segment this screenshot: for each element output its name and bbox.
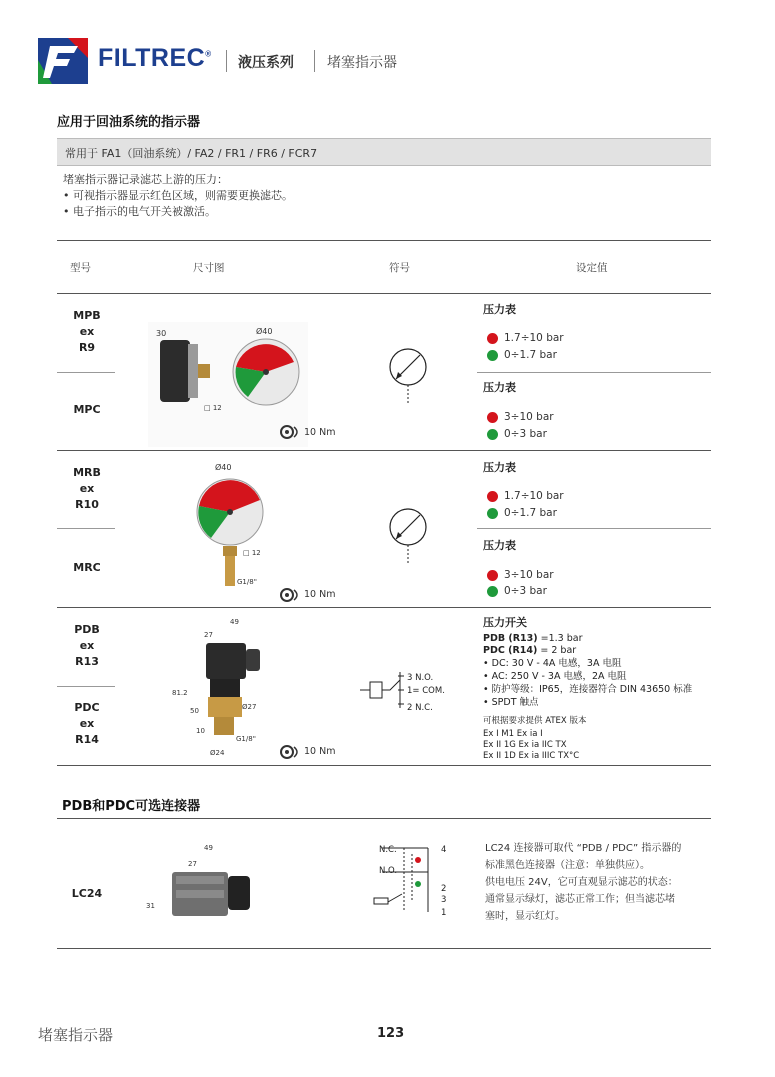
model-mrc: MRC — [73, 561, 101, 574]
model-mpc: MPC — [73, 403, 101, 416]
spec-line: • 防护等级：IP65，连接器符合 DIN 43650 标准 — [483, 684, 693, 695]
header-rule — [57, 293, 711, 294]
pdc-setting: PDC (R14) = 2 bar — [483, 645, 577, 656]
dim-31: 31 — [146, 902, 155, 910]
atex-line: Ex I M1 Ex ia I — [483, 729, 543, 739]
dim-sq12: □ 12 — [204, 404, 222, 412]
dim-30: 30 — [156, 329, 167, 338]
model-mpb: MPB ex R9 — [73, 309, 101, 354]
lc24-description — [485, 840, 711, 925]
dim-40: Ø40 — [215, 463, 232, 472]
section-title: 应用于回油系统的指示器 — [57, 115, 201, 130]
model-lc24: LC24 — [71, 887, 103, 900]
atex-line: Ex II 1D Ex ia IIIC TX°C — [483, 751, 580, 761]
green-range: 0÷3 bar — [504, 428, 547, 440]
row-rule — [57, 450, 711, 451]
atex-note: 可根据要求提供 ATEX 版本 — [483, 716, 587, 726]
terminal-3: 3 — [441, 895, 447, 905]
dim-10: 10 — [196, 727, 205, 735]
green-range: 0÷1.7 bar — [504, 349, 557, 361]
lc24-drawing — [144, 840, 264, 934]
model-divider — [57, 528, 115, 529]
note-line: 供电电压 24V，它可直观显示滤芯的状态： — [485, 877, 678, 888]
model-divider — [57, 686, 115, 687]
red-dot-icon — [487, 570, 498, 581]
col-setting: 设定值 — [576, 262, 608, 274]
setting-title: 压力表 — [483, 381, 516, 394]
circuit-nc: N.C. — [379, 845, 397, 855]
setting-title: 压力表 — [483, 303, 516, 316]
section2-bottom-rule — [57, 948, 711, 949]
terminal-nc: 2 N.C. — [407, 703, 433, 713]
dim-dia27: Ø27 — [242, 703, 257, 711]
footer-label: 堵塞指示器 — [38, 1026, 114, 1044]
dim-g18: G1/8" — [236, 735, 256, 743]
red-range: 3÷10 bar — [504, 411, 554, 423]
dim-27: 27 — [204, 631, 213, 639]
setting-title: 压力表 — [483, 539, 516, 552]
model-mrb: MRB ex R10 — [73, 466, 101, 511]
green-dot-icon — [487, 508, 498, 519]
torque-label: 10 Nm — [304, 746, 336, 757]
dim-49: 49 — [230, 618, 239, 626]
dim-81: 81.2 — [172, 689, 188, 697]
note-line: 塞时，显示红灯。 — [485, 911, 565, 922]
gauge-drawing-mrb — [185, 460, 285, 604]
header-divider — [226, 50, 227, 72]
intro-line: • 电子指示的电气开关被激活。 — [63, 205, 216, 218]
note-line: LC24 连接器可取代 “PDB / PDC” 指示器的 — [485, 843, 682, 854]
model-pdc: PDC ex R14 — [74, 701, 100, 746]
dim-50: 50 — [190, 707, 199, 715]
setting-title: 压力开关 — [483, 616, 527, 629]
dim-dia24: Ø24 — [210, 749, 225, 757]
header-series: 液压系列 — [238, 55, 294, 71]
section2-top-rule — [57, 818, 711, 819]
setting-divider — [477, 372, 711, 373]
section-title: PDB和PDC可选连接器 — [62, 799, 201, 814]
red-dot-icon — [487, 412, 498, 423]
intro-line: 堵塞指示器记录滤芯上游的压力： — [63, 173, 228, 186]
green-range: 0÷3 bar — [504, 585, 547, 597]
red-range: 1.7÷10 bar — [504, 490, 564, 502]
wrench-icon — [280, 744, 302, 760]
col-model: 型号 — [70, 262, 91, 274]
terminal-no: 3 N.O. — [407, 673, 434, 683]
gauge-symbol-icon — [388, 345, 428, 409]
red-range: 1.7÷10 bar — [504, 332, 564, 344]
usage-bar — [57, 138, 711, 166]
table-bottom-rule — [57, 765, 711, 766]
spec-line: • AC: 250 V - 3A 电感，2A 电阻 — [483, 671, 627, 682]
dim-g18: G1/8" — [237, 578, 257, 586]
note-line: 标准黑色连接器（注意：单独供应）。 — [485, 860, 650, 871]
wrench-icon — [280, 424, 302, 440]
intro-text — [63, 172, 293, 220]
row-rule — [57, 607, 711, 608]
red-dot-icon — [487, 491, 498, 502]
torque-label: 10 Nm — [304, 427, 336, 438]
header-category: 堵塞指示器 — [327, 55, 397, 71]
brand-logo — [38, 38, 88, 84]
header-divider — [314, 50, 315, 72]
col-symbol: 符号 — [389, 262, 410, 274]
green-range: 0÷1.7 bar — [504, 507, 557, 519]
terminal-com: 1= COM. — [407, 686, 445, 696]
setting-divider — [477, 528, 711, 529]
red-dot-icon — [487, 333, 498, 344]
note-line: 通常显示绿灯，滤芯正常工作；但当滤芯堵 — [485, 894, 675, 905]
atex-line: Ex II 1G Ex ia IIC TX — [483, 740, 567, 750]
gauge-symbol-icon — [388, 505, 428, 569]
terminal-2: 2 — [441, 884, 447, 894]
dim-sq12: □ 12 — [243, 549, 261, 557]
model-divider — [57, 372, 115, 373]
table-top-rule — [57, 240, 711, 241]
switch-symbol-icon — [358, 668, 408, 716]
page-number: 123 — [377, 1026, 405, 1041]
spec-line: • DC: 30 V - 4A 电感，3A 电阻 — [483, 658, 622, 669]
dim-40: Ø40 — [256, 327, 273, 336]
brand-name: FILTREC® — [98, 44, 212, 72]
dim-27: 27 — [188, 860, 197, 868]
terminal-4: 4 — [441, 845, 447, 855]
switch-drawing — [170, 615, 280, 764]
circuit-no: N.O. — [379, 866, 398, 876]
dim-49: 49 — [204, 844, 213, 852]
intro-line: • 可视指示器显示红色区域，则需要更换滤芯。 — [63, 189, 293, 202]
green-dot-icon — [487, 429, 498, 440]
green-dot-icon — [487, 586, 498, 597]
torque-label: 10 Nm — [304, 589, 336, 600]
pdb-setting: PDB (R13) =1.3 bar — [483, 633, 583, 644]
red-range: 3÷10 bar — [504, 569, 554, 581]
terminal-1: 1 — [441, 908, 447, 918]
green-dot-icon — [487, 350, 498, 361]
spec-line: • SPDT 触点 — [483, 697, 539, 708]
setting-title: 压力表 — [483, 461, 516, 474]
usage-text: 常用于 FA1（回油系统）/ FA2 / FR1 / FR6 / FCR7 — [65, 147, 318, 160]
model-pdb: PDB ex R13 — [74, 623, 100, 668]
wrench-icon — [280, 587, 302, 603]
col-dimensions: 尺寸图 — [193, 262, 225, 274]
